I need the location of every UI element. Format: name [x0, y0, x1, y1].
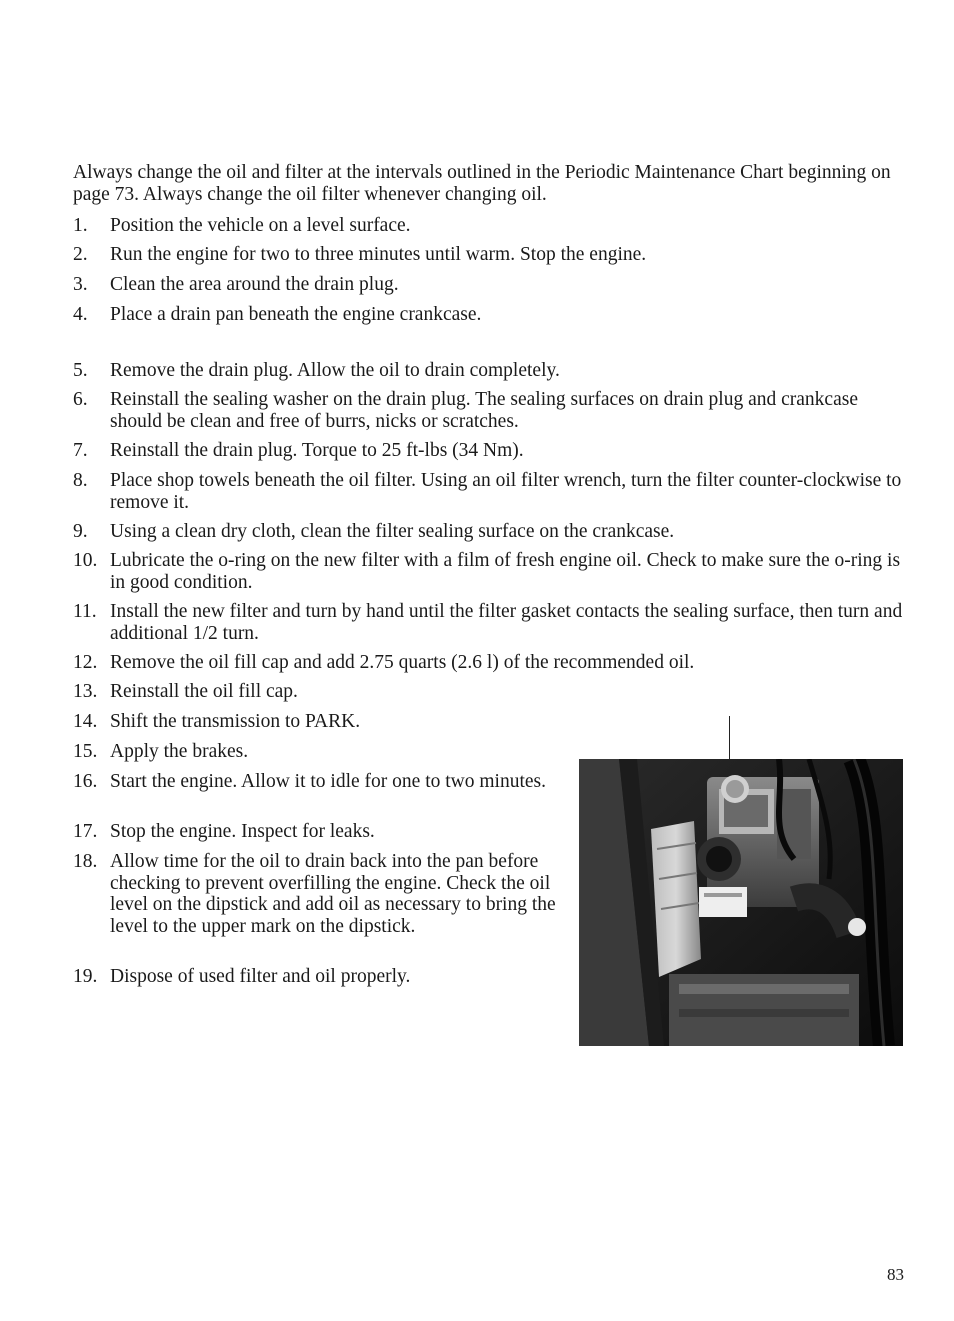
step-item	[73, 681, 905, 703]
step-number: 12.	[73, 652, 98, 673]
step-text: Start the engine. Allow it to idle for one to two minutes.	[110, 771, 546, 792]
step-number: 7.	[73, 440, 88, 461]
step-text: Shift the transmission to PARK.	[110, 711, 361, 732]
step-number: 11.	[73, 601, 97, 622]
step-item	[73, 652, 905, 674]
step-item	[73, 244, 905, 266]
step-number: 15.	[73, 741, 98, 762]
step-item	[73, 521, 905, 543]
step-text: Dispose of used filter and oil properly.	[110, 966, 411, 987]
step-number: 2.	[73, 244, 88, 265]
step-text: Lubricate the o-ring on the new filter with a film of fresh engine oil. Check to make sure the o-ring is in good condition.	[110, 550, 901, 593]
step-item	[73, 851, 563, 937]
step-text: Remove the drain plug. Allow the oil to drain completely.	[110, 360, 560, 381]
step-text: Place shop towels beneath the oil filter. Using an oil filter wrench, turn the filter counter-clockwise to remove it.	[110, 470, 902, 513]
step-number: 8.	[73, 470, 88, 491]
step-number: 4.	[73, 304, 88, 325]
step-text: Remove the oil fill cap and add 2.75 quarts (2.6 l) of the recommended oil.	[110, 652, 695, 673]
step-text: Apply the brakes.	[110, 741, 249, 762]
step-number: 19.	[73, 966, 98, 987]
step-item	[73, 360, 905, 382]
page-number: 83	[887, 1265, 904, 1284]
step-item	[73, 821, 563, 843]
step-item	[73, 215, 905, 237]
step-item	[73, 304, 905, 326]
step-text: Reinstall the sealing washer on the drain plug. The sealing surfaces on drain plug and crankcase should be clean and free of burrs, nicks or scratches.	[110, 389, 858, 432]
step-text: Clean the area around the drain plug.	[110, 274, 399, 295]
engine-photo	[579, 759, 903, 1046]
step-text: Place a drain pan beneath the engine crankcase.	[110, 304, 482, 325]
step-text: Using a clean dry cloth, clean the filter sealing surface on the crankcase.	[110, 521, 675, 542]
step-text: Stop the engine. Inspect for leaks.	[110, 821, 375, 842]
step-text: Position the vehicle on a level surface.	[110, 215, 411, 236]
step-number: 1.	[73, 215, 88, 236]
step-number: 5.	[73, 360, 88, 381]
step-text: Reinstall the drain plug. Torque to 25 ft-lbs (34 Nm).	[110, 440, 524, 461]
step-text: Reinstall the oil fill cap.	[110, 681, 298, 702]
step-item	[73, 601, 905, 644]
step-number: 13.	[73, 681, 98, 702]
step-number: 17.	[73, 821, 98, 842]
step-number: 3.	[73, 274, 88, 295]
step-number: 16.	[73, 771, 98, 792]
step-number: 14.	[73, 711, 98, 732]
step-item	[73, 274, 905, 296]
step-item	[73, 771, 563, 793]
step-item	[73, 470, 905, 513]
step-text: Install the new filter and turn by hand until the filter gasket contacts the sealing surface, then turn and additional 1/2 turn.	[110, 601, 903, 644]
step-text: Allow time for the oil to drain back into the pan before checking to prevent overfilling the engine. Check the oil level on the dipstick and add oil as necessary to bring the level to the upper mark on the dipstick.	[110, 851, 556, 937]
step-item	[73, 389, 905, 432]
step-item	[73, 711, 905, 733]
step-number: 9.	[73, 521, 88, 542]
step-item	[73, 440, 905, 462]
step-number: 6.	[73, 389, 88, 410]
intro-paragraph: Always change the oil and filter at the intervals outlined in the Periodic Maintenance Chart beginning on page 73. Always change the oil filter whenever changing oil.	[73, 162, 891, 205]
step-number: 18.	[73, 851, 98, 872]
step-text: Run the engine for two to three minutes until warm. Stop the engine.	[110, 244, 647, 265]
step-item	[73, 550, 905, 593]
step-item	[73, 966, 563, 988]
step-number: 10.	[73, 550, 98, 571]
